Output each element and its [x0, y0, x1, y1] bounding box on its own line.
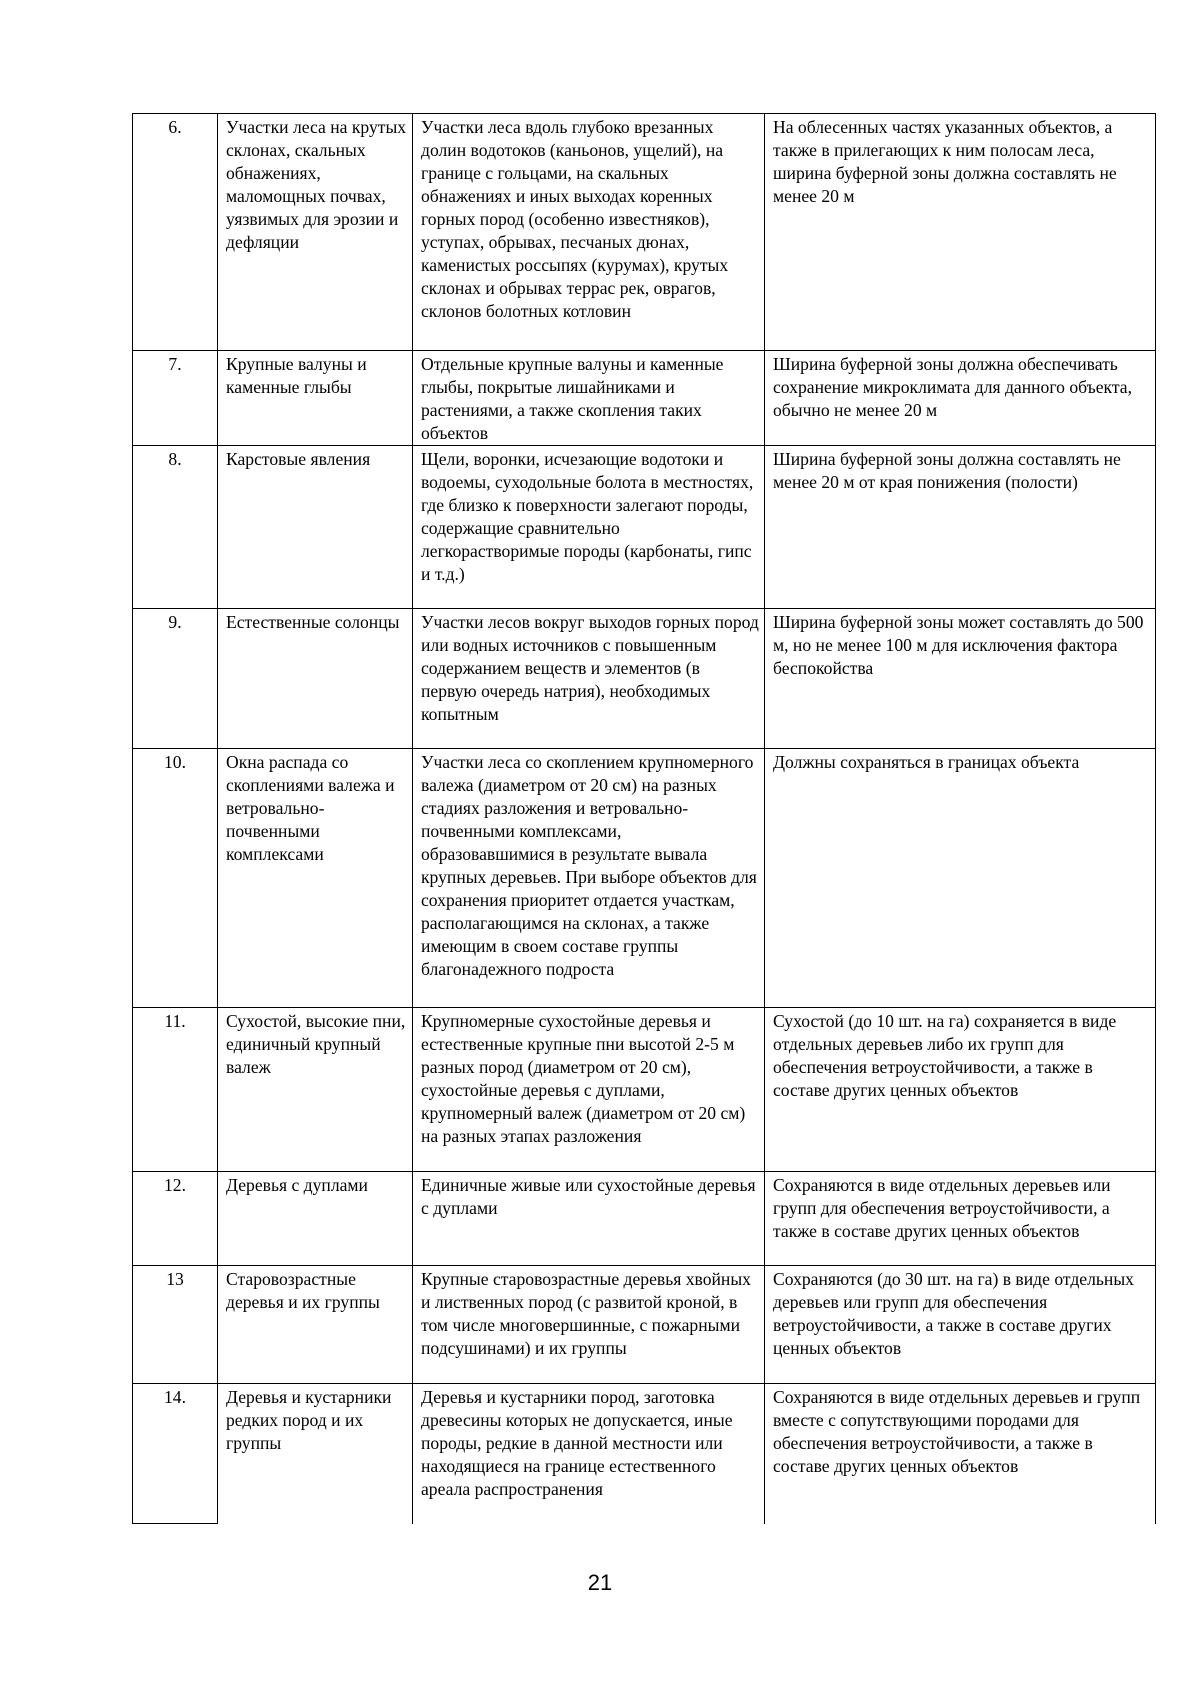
- table-row: [133, 446, 1156, 609]
- table-row: [133, 1008, 1156, 1172]
- object-description: Щели, воронки, исчезающие водотоки и водоемы, суходольные болота в местностях, где близко к поверхности залегают породы, содержащие сравнительно легкорастворимые породы (карбонаты, гипс и т.д.): [413, 446, 765, 609]
- table-row: [133, 1172, 1156, 1266]
- object-description: Отдельные крупные валуны и каменные глыбы, покрытые лишайниками и растениями, а также скопления таких объектов: [413, 351, 765, 446]
- object-description: Деревья и кустарники пород, заготовка древесины которых не допускается, иные породы, редкие в данной местности или находящиеся на границе естественного ареала распространения: [413, 1384, 765, 1524]
- row-number: 12.: [133, 1172, 218, 1266]
- buffer-requirements: Сухостой (до 10 шт. на га) сохраняется в виде отдельных деревьев либо их групп для обеспечения ветроустойчивости, а также в составе других ценных объектов: [765, 1008, 1156, 1172]
- buffer-requirements: Ширина буферной зоны должна составлять не менее 20 м от края понижения (полости): [765, 446, 1156, 609]
- buffer-requirements: Сохраняются (до 30 шт. на га) в виде отдельных деревьев или групп для обеспечения ветроустойчивости, а также в составе других ценных объектов: [765, 1266, 1156, 1384]
- object-name: Карстовые явления: [218, 446, 413, 609]
- table-row: [133, 749, 1156, 1008]
- buffer-requirements: Сохраняются в виде отдельных деревьев или групп для обеспечения ветроустойчивости, а также в составе других ценных объектов: [765, 1172, 1156, 1266]
- buffer-requirements: На облесенных частях указанных объектов, а также в прилегающих к ним полосам леса, ширина буферной зоны должна составлять не менее 20 м: [765, 114, 1156, 351]
- table-row: [133, 351, 1156, 446]
- row-number: 7.: [133, 351, 218, 446]
- object-name: Окна распада со скоплениями валежа и ветровально-почвенными комплексами: [218, 749, 413, 1008]
- object-name: Естественные солонцы: [218, 609, 413, 749]
- object-description: Участки леса со скоплением крупномерного валежа (диаметром от 20 см) на разных стадиях разложения и ветровально-почвенными комплексами, образовавшимися в результате вывала крупных деревьев. При выборе объектов для сохранения приоритет отдается участкам, располагающимся на склонах, а также имеющим в своем составе группы благонадежного подроста: [413, 749, 765, 1008]
- table-row: [133, 1384, 1156, 1524]
- buffer-requirements: Сохраняются в виде отдельных деревьев и групп вместе с сопутствующими породами для обеспечения ветроустойчивости, а также в составе других ценных объектов: [765, 1384, 1156, 1524]
- row-number: 8.: [133, 446, 218, 609]
- object-name: Сухостой, высокие пни, единичный крупный валеж: [218, 1008, 413, 1172]
- row-number: 9.: [133, 609, 218, 749]
- protected-objects-table: [132, 113, 1156, 1524]
- object-name: Крупные валуны и каменные глыбы: [218, 351, 413, 446]
- buffer-requirements: Должны сохраняться в границах объекта: [765, 749, 1156, 1008]
- object-name: Деревья с дуплами: [218, 1172, 413, 1266]
- object-description: Единичные живые или сухостойные деревья с дуплами: [413, 1172, 765, 1266]
- buffer-requirements: Ширина буферной зоны может составлять до 500 м, но не менее 100 м для исключения фактора беспокойства: [765, 609, 1156, 749]
- page-number: 21: [587, 1570, 613, 1595]
- object-description: Крупномерные сухостойные деревья и естественные крупные пни высотой 2-5 м разных пород (диаметром от 20 см), сухостойные деревья с дуплами, крупномерный валеж (диаметром от 20 см) на разных этапах разложения: [413, 1008, 765, 1172]
- object-description: Крупные старовозрастные деревья хвойных и лиственных пород (с развитой кроной, в том числе многовершинные, с пожарными подсушинами) и их группы: [413, 1266, 765, 1384]
- row-number: 13: [133, 1266, 218, 1384]
- object-name: Участки леса на крутых склонах, скальных обнажениях, маломощных почвах, уязвимых для эрозии и дефляции: [218, 114, 413, 351]
- table-row: [133, 1266, 1156, 1384]
- object-name: Старовозрастные деревья и их группы: [218, 1266, 413, 1384]
- object-description: Участки леса вдоль глубоко врезанных долин водотоков (каньонов, ущелий), на границе с гольцами, на скальных обнажениях и иных выходах коренных горных пород (особенно известняков), уступах, обрывах, песчаных дюнах, каменистых россыпях (курумах), крутых склонах и обрывах террас рек, оврагов, склонов болотных котловин: [413, 114, 765, 351]
- object-description: Участки лесов вокруг выходов горных пород или водных источников с повышенным содержанием веществ и элементов (в первую очередь натрия), необходимых копытным: [413, 609, 765, 749]
- buffer-requirements: Ширина буферной зоны должна обеспечивать сохранение микроклимата для данного объекта, обычно не менее 20 м: [765, 351, 1156, 446]
- row-number: 11.: [133, 1008, 218, 1172]
- row-number: 10.: [133, 749, 218, 1008]
- object-name: Деревья и кустарники редких пород и их группы: [218, 1384, 413, 1524]
- table-row: [133, 114, 1156, 351]
- row-number: 14.: [133, 1384, 218, 1524]
- row-number: 6.: [133, 114, 218, 351]
- table-row: [133, 609, 1156, 749]
